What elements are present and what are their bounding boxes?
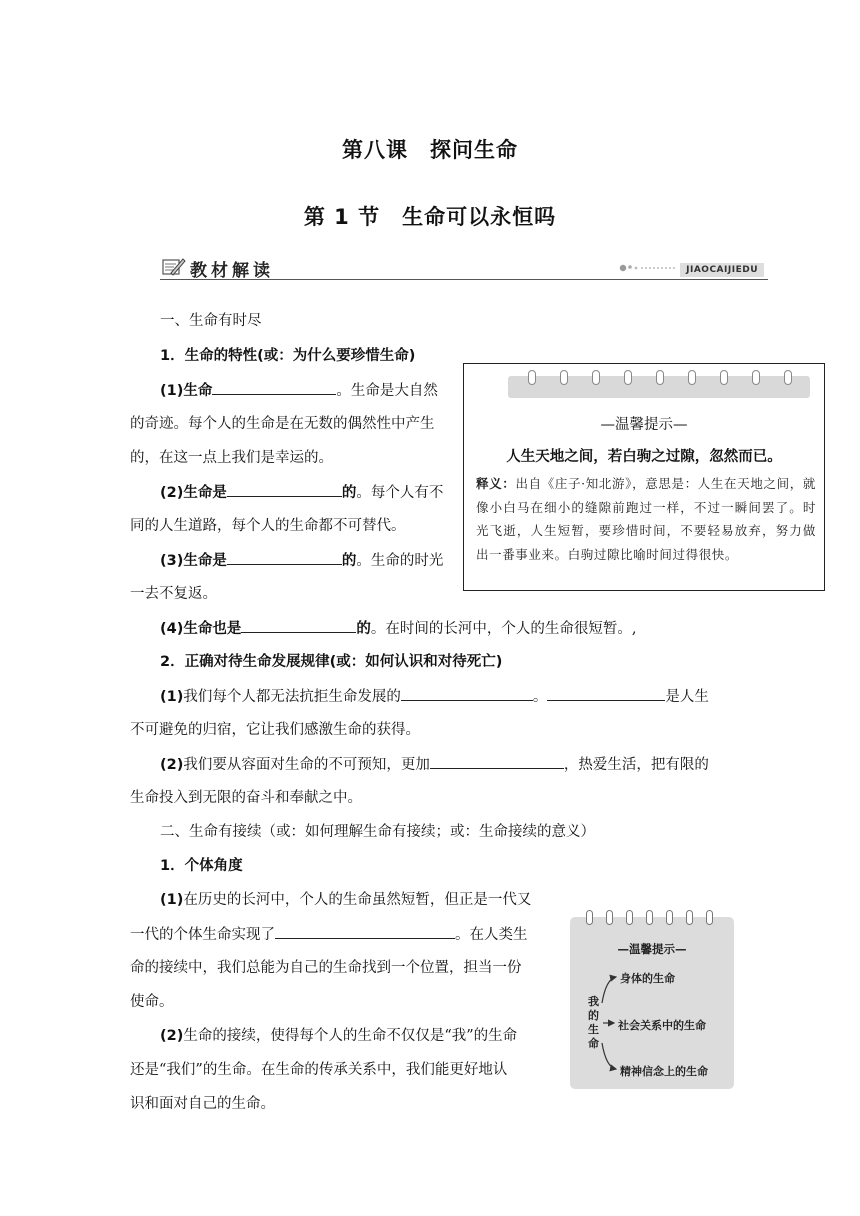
part2-sub1: 1．个体角度	[160, 858, 243, 874]
item4-suffix: 的	[356, 621, 371, 637]
diagram-root-label: 我的生命	[588, 995, 599, 1050]
part2-item2-line3: 识和面对自己的生命。	[130, 1096, 275, 1112]
part2-item2-line1: 生命的接续，使得每个人的生命不仅仅是“我”的生命	[183, 1028, 518, 1044]
banner-pinyin: JIAOCAIJIEDU	[680, 263, 764, 277]
sub2-item1-line2: 不可避免的归宿，它让我们感激生命的获得。	[130, 722, 420, 738]
fill-blank[interactable]	[241, 618, 356, 633]
tip2-heading: —温馨提示—	[617, 942, 687, 956]
explain-label: 释义：	[476, 476, 516, 491]
banner-divider	[160, 279, 768, 280]
item2-suffix: 的	[341, 485, 357, 501]
part2-item1-line4: 使命。	[130, 994, 174, 1010]
sub2-item1	[160, 686, 709, 707]
part1-item4	[160, 618, 636, 639]
banner-label: 教材解读	[190, 261, 274, 281]
part2-item1	[160, 890, 531, 910]
sub2-item2	[160, 754, 709, 775]
item1-rest: 。生命是大自然	[336, 383, 438, 399]
item1-line2: 的奇迹。每个人的生命是在无数的偶然性中产生	[130, 416, 435, 432]
diagram-branch-body: 身体的生命	[620, 972, 675, 985]
item1-line2-rest: 。在人类生	[455, 927, 528, 943]
part2-item1-line3: 命的接续中，我们总能为自己的生命找到一个位置，担当一份	[130, 960, 522, 976]
item3-suffix: 的	[341, 553, 357, 569]
fill-blank[interactable]	[275, 924, 455, 939]
sub2-item1-rest: 是人生	[665, 689, 709, 705]
part2-item1-line1: 在历史的长河中，个人的生命虽然短暂，但正是一代又	[183, 892, 532, 908]
decorative-dots	[619, 264, 679, 272]
tip-box-quote	[463, 363, 825, 591]
part2-item1-prefix: (1)	[160, 892, 184, 908]
part1-heading: 一、生命有时尽	[160, 313, 262, 329]
sub2-item1-text: 我们每个人都无法抗拒生命发展的	[183, 689, 401, 705]
part1-sub1: 1．生命的特性(或：为什么要珍惜生命)	[160, 348, 416, 364]
fill-blank[interactable]	[547, 686, 665, 701]
pencil-icon	[162, 256, 186, 278]
lesson-title: 第八课 探问生命	[342, 138, 518, 162]
item1-line3: 的，在这一点上我们是幸运的。	[130, 450, 333, 466]
sub2-item2-prefix: (2)	[160, 757, 184, 773]
item3-prefix: (3)生命是	[160, 553, 227, 569]
part1-item3	[160, 550, 443, 571]
tip-box-diagram	[570, 917, 734, 1089]
diagram-branch-spirit: 精神信念上的生命	[620, 1065, 708, 1078]
fill-blank[interactable]	[212, 380, 336, 395]
diagram-branch-social: 社会关系中的生命	[618, 1019, 706, 1032]
part2-item2	[160, 1026, 517, 1046]
item2-prefix: (2)生命是	[160, 485, 227, 501]
sub2-item1-mid: 。	[532, 689, 548, 705]
item3-rest: 。生命的时光	[356, 553, 444, 569]
part1-item2	[160, 482, 443, 503]
part2-item2-prefix: (2)	[160, 1028, 184, 1044]
item3-line2: 一去不复返。	[130, 586, 217, 602]
fill-blank[interactable]	[227, 550, 342, 565]
fill-blank[interactable]	[430, 754, 564, 769]
sub2-item2-line2: 生命投入到无限的奋斗和奉献之中。	[130, 790, 362, 806]
item2-line2: 同的人生道路，每个人的生命都不可替代。	[130, 518, 406, 534]
part1-item1	[160, 380, 438, 401]
part1-sub2: 2．正确对待生命发展规律(或：如何认识和对待死亡)	[160, 654, 503, 670]
part2-item1-line2	[130, 924, 528, 945]
item4-prefix: (4)生命也是	[160, 621, 242, 637]
item4-rest: 。在时间的长河中，个人的生命很短暂。,	[370, 621, 637, 637]
item2-rest: 。每个人有不	[356, 485, 444, 501]
section-title: 第 1 节 生命可以永恒吗	[303, 205, 557, 229]
fill-blank[interactable]	[401, 686, 533, 701]
sub2-item2-text: 我们要从容面对生命的不可预知，更加	[183, 757, 430, 773]
tip-explanation	[476, 472, 816, 566]
sub2-item2-rest: ，热爱生活，把有限的	[563, 757, 709, 773]
part2-item2-line2: 还是“我们”的生命。在生命的传承关系中，我们能更好地认	[130, 1062, 508, 1078]
item1-line2-pre: 一代的个体生命实现了	[130, 927, 275, 943]
explain-text: 出自《庄子·知北游》，意思是：人生在天地之间，就像小白马在细小的缝隙前跑过一样，不过一瞬间罢了。时光飞逝，人生短暂，要珍惜时间，不要轻易放弃，努力做出一番事业来。白驹过隙比喻时间过得很快。	[476, 476, 817, 562]
item1-prefix: (1)生命	[160, 383, 213, 399]
section-banner	[160, 254, 768, 282]
tip-heading: —温馨提示—	[600, 417, 688, 433]
notebook-binding	[508, 376, 810, 398]
fill-blank[interactable]	[227, 482, 342, 497]
tip-quote: 人生天地之间，若白驹之过隙，忽然而已。	[506, 449, 782, 465]
sub2-item1-prefix: (1)	[160, 689, 184, 705]
part2-heading: 二、生命有接续（或：如何理解生命有接续；或：生命接续的意义）	[160, 824, 595, 840]
